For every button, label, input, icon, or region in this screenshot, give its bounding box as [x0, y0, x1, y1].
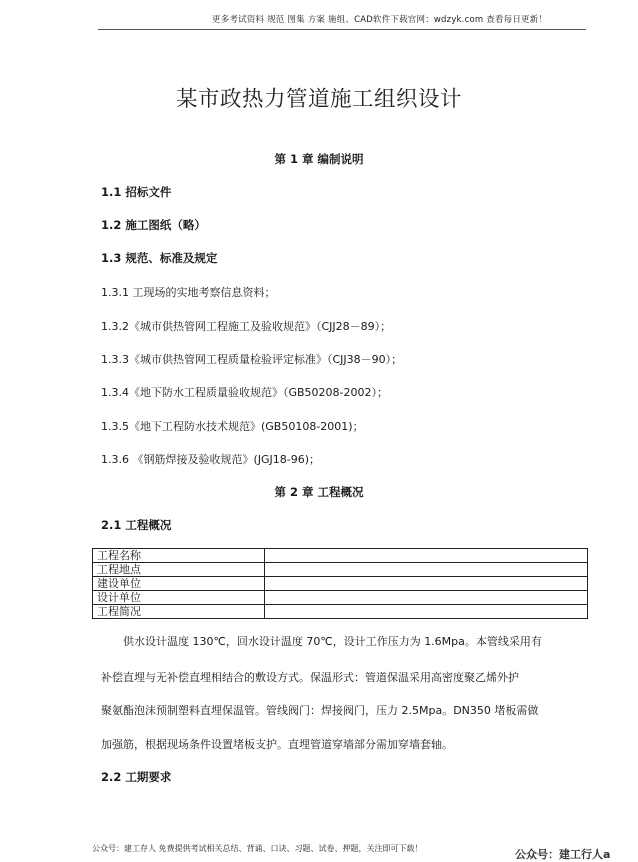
- table-row: [93, 591, 588, 605]
- table-value: [265, 591, 588, 605]
- table-value: [265, 563, 588, 577]
- watermark: 公众号：建工行人a: [515, 848, 611, 861]
- table-key: 建设单位: [93, 577, 265, 591]
- chapter-2-heading: 第 2 章 工程概况: [274, 485, 364, 499]
- footer-note: 公众号：建工存人 免费提供考试相关总结、背诵、口诀、习题、试卷、押题，关注即可下载！: [92, 844, 423, 853]
- section-2-1: 2.1 工程概况: [101, 518, 172, 532]
- overview-paragraph-line: 供水设计温度 130℃，回水设计温度 70℃，设计工作压力为 1.6Mpa。本管线采用有: [101, 635, 542, 648]
- overview-paragraph-line: 聚氨酯泡沫预制塑料直埋保温管。管线阀门：焊接阀门，压力 2.5Mpa。DN350 堵板需做: [101, 704, 539, 717]
- section-1-3: 1.3 规范、标准及规定: [101, 251, 218, 265]
- table-value: [265, 549, 588, 563]
- section-1-1: 1.1 招标文件: [101, 185, 172, 199]
- overview-paragraph-line: 补偿直埋与无补偿直埋相结合的敷设方式。保温形式：管道保温采用高密度聚乙烯外护: [101, 671, 519, 684]
- table-row: [93, 563, 588, 577]
- item-1-3-1: 1.3.1 工现场的实地考察信息资料；: [101, 286, 276, 299]
- header-note: 更多考试资料 规范 图集 方案 施组、CAD软件下载官网：wdzyk.com 查看每日更新！: [212, 15, 548, 25]
- item-1-3-4: 1.3.4《地下防水工程质量验收规范》（GB50208-2002）；: [101, 386, 389, 399]
- table-value: [265, 577, 588, 591]
- table-value: [265, 605, 588, 619]
- table-key: 工程简况: [93, 605, 265, 619]
- item-1-3-2: 1.3.2《城市供热管网工程施工及验收规范》（CJJ28－89）；: [101, 320, 392, 333]
- table-key: 设计单位: [93, 591, 265, 605]
- header-divider: [98, 29, 586, 30]
- table-row: [93, 549, 588, 563]
- project-info-table: [92, 548, 588, 619]
- table-key: 工程地点: [93, 563, 265, 577]
- overview-paragraph-line: 加强筋，根据现场条件设置堵板支护。直埋管道穿墙部分需加穿墙套轴。: [101, 738, 453, 751]
- section-1-2: 1.2 施工图纸（略）: [101, 218, 206, 232]
- chapter-1-heading: 第 1 章 编制说明: [274, 152, 364, 166]
- item-1-3-5: 1.3.5《地下工程防水技术规范》(GB50108-2001)；: [101, 420, 364, 433]
- table-row: [93, 605, 588, 619]
- section-2-2: 2.2 工期要求: [101, 770, 172, 784]
- document-title: 某市政热力管道施工组织设计: [175, 87, 462, 112]
- item-1-3-3: 1.3.3《城市供热管网工程质量检验评定标准》（CJJ38－90）；: [101, 353, 403, 366]
- table-row: [93, 577, 588, 591]
- table-key: 工程名称: [93, 549, 265, 563]
- item-1-3-6: 1.3.6 《钢筋焊接及验收规范》(JGJ18-96)；: [101, 453, 321, 466]
